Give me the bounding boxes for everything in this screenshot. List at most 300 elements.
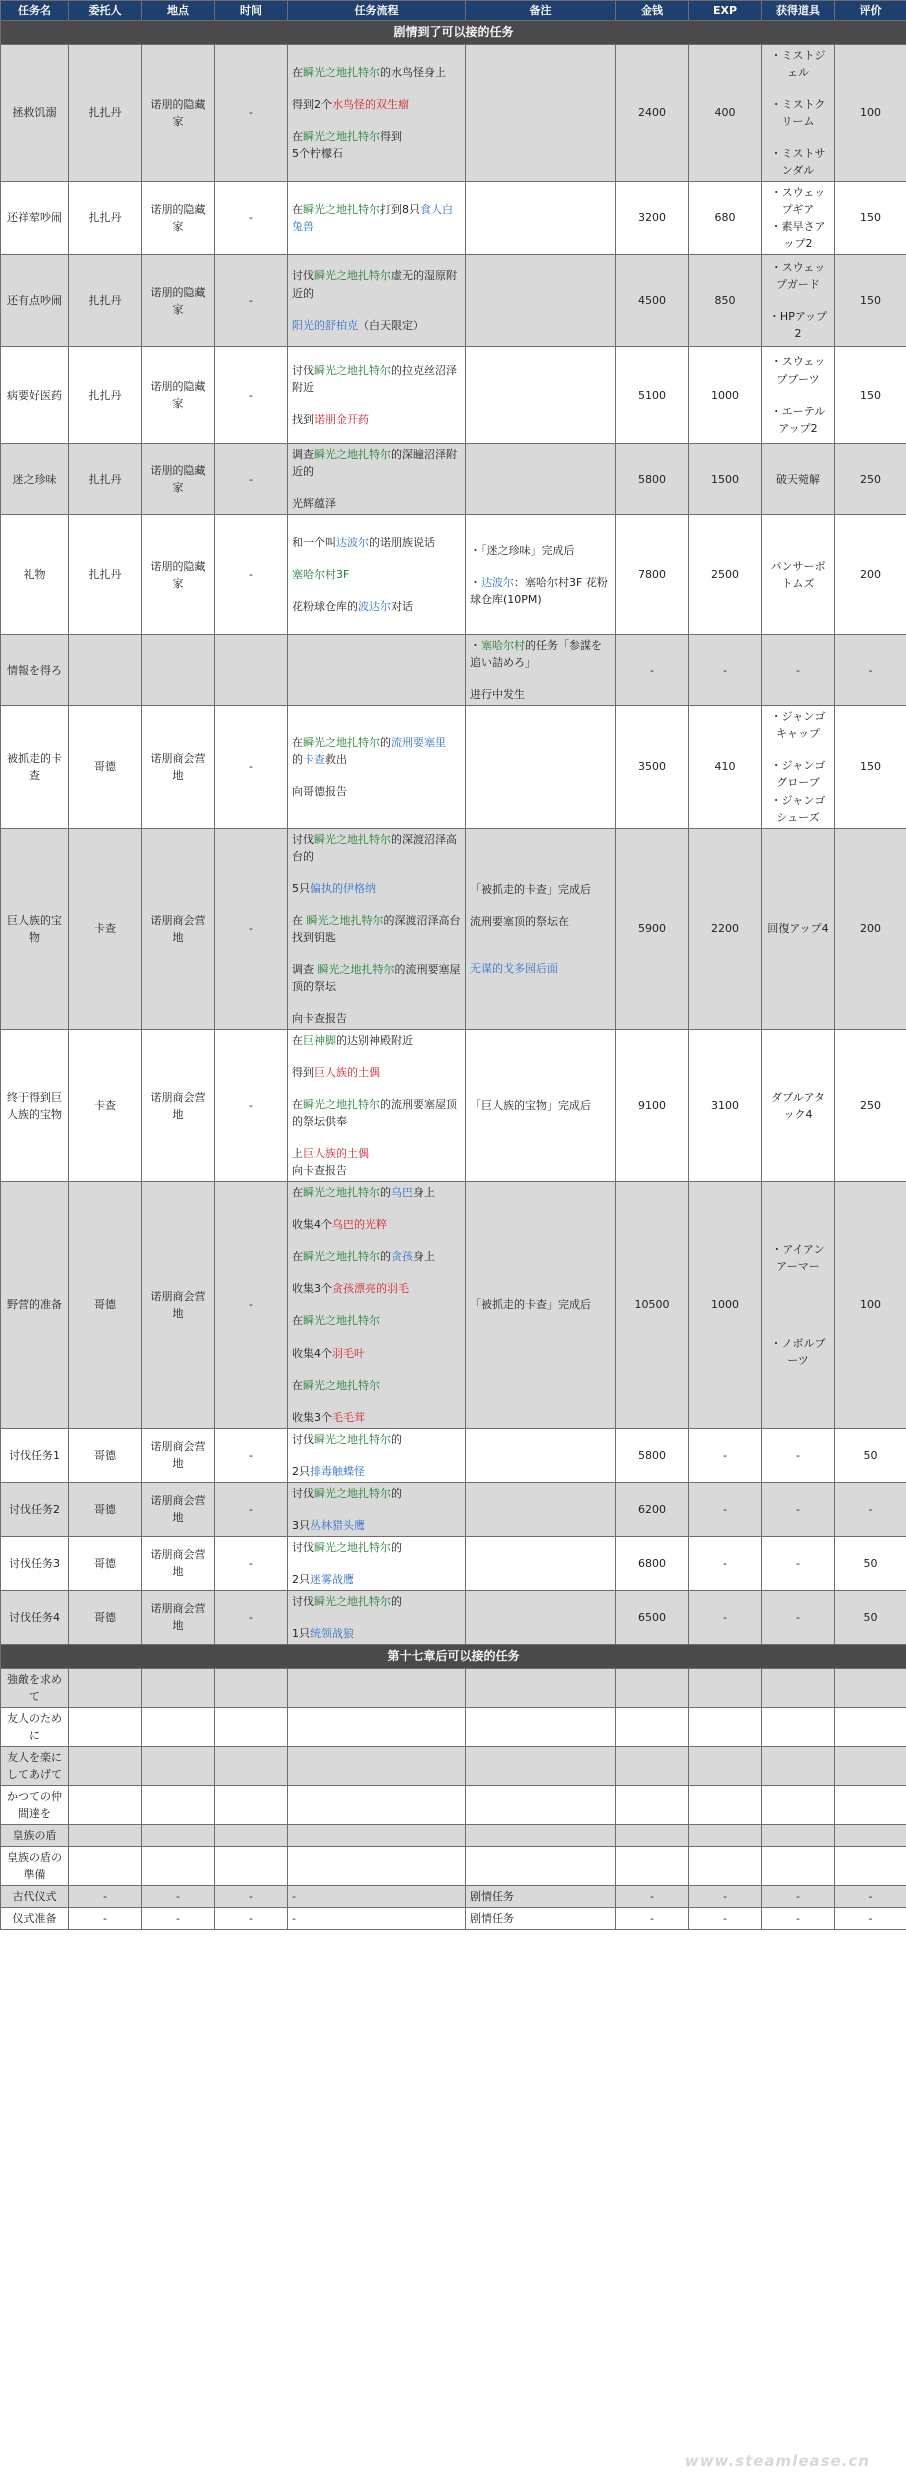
text-segment: 讨伐 [292, 1432, 314, 1446]
highlight-term: 瞬光之地扎特尔 [303, 1250, 380, 1264]
rating-cell [835, 1746, 906, 1785]
text-segment: 收集3个 [292, 1410, 332, 1424]
table-row [1, 1030, 906, 1182]
note-line [470, 574, 611, 608]
highlight-term: 迷雾战鹰 [310, 1572, 354, 1586]
text-segment: 2只 [292, 1572, 310, 1586]
client-cell: 卡查 [69, 1030, 142, 1182]
col-header-place: 地点 [142, 1, 215, 21]
section-title: 剧情到了可以接的任务 [1, 21, 906, 45]
text-segment: 的流刑要塞屋顶的祭坛 [292, 962, 461, 993]
line-gap [766, 293, 830, 308]
gold-cell: 5900 [616, 828, 689, 1029]
place-cell [142, 635, 215, 706]
highlight-term: 巨人族的土偶 [303, 1147, 369, 1161]
quest-flow-cell [288, 1825, 466, 1847]
highlight-term: 瞬光之地扎特尔 [314, 1540, 391, 1554]
table-row [1, 1886, 906, 1908]
reward-items-cell [762, 1908, 835, 1930]
note-cell [466, 1847, 616, 1886]
text-segment: 身上 [413, 1186, 435, 1200]
time-cell: - [215, 1886, 288, 1908]
client-cell: 扎扎丹 [69, 444, 142, 515]
text-segment: 流刑要塞顶的祭坛在 [470, 914, 569, 928]
place-cell: 诺朋商会营地 [142, 828, 215, 1029]
text-segment: 救出 [325, 752, 347, 766]
line-gap [470, 945, 611, 960]
rating-cell: 50 [835, 1536, 906, 1590]
reward-item-line [766, 1089, 830, 1123]
line-gap [470, 671, 611, 686]
time-cell: - [215, 347, 288, 444]
col-header-note: 备注 [466, 1, 616, 21]
line-gap [292, 1049, 461, 1064]
header-row [1, 1, 906, 21]
time-cell: - [215, 828, 288, 1029]
place-cell [142, 1825, 215, 1847]
reward-item-line [766, 218, 830, 252]
text-segment: 调查 [292, 448, 314, 462]
line-gap [470, 559, 611, 574]
col-header-flow: 任务流程 [288, 1, 466, 21]
highlight-term: 波达尔 [358, 600, 391, 614]
text-segment: 的 [391, 1540, 402, 1554]
reward-items-cell [762, 1428, 835, 1482]
quest-flow-line [292, 1280, 461, 1297]
text-segment: 的 [380, 1250, 391, 1264]
quest-name-cell: 古代仪式 [1, 1886, 69, 1908]
text-segment: 得到 [292, 1066, 314, 1080]
highlight-term: 瞬光之地扎特尔 [303, 129, 380, 143]
line-gap [766, 388, 830, 403]
quest-flow-line [292, 1485, 461, 1502]
place-cell: 诺朋的隐藏家 [142, 515, 215, 635]
reward-items-cell [762, 1825, 835, 1847]
reward-items-cell [762, 1590, 835, 1644]
note-cell [466, 1707, 616, 1746]
highlight-term: 瞬光之地扎特尔 [314, 1432, 391, 1446]
client-cell: 哥德 [69, 1536, 142, 1590]
col-header-gold: 金钱 [616, 1, 689, 21]
quest-name-cell: 野营的准备 [1, 1182, 69, 1428]
note-line [470, 637, 611, 671]
note-cell [466, 1746, 616, 1785]
reward-items-cell [762, 1668, 835, 1707]
line-gap [292, 946, 461, 961]
quest-name-cell: 被抓走的卡查 [1, 706, 69, 828]
quest-flow-line [292, 1625, 461, 1642]
highlight-term: 瞬光之地扎特尔 [314, 1486, 391, 1500]
reward-items-cell [762, 1785, 835, 1824]
rating-cell [835, 1825, 906, 1847]
time-cell [215, 1707, 288, 1746]
line-gap [292, 1130, 461, 1145]
exp-cell [689, 1825, 762, 1847]
quest-flow-line [292, 1409, 461, 1426]
gold-cell: - [616, 1886, 689, 1908]
text-segment: 向卡查报告 [292, 1164, 347, 1178]
quest-flow-line [292, 1910, 461, 1927]
note-cell [466, 181, 616, 254]
time-cell: - [215, 706, 288, 828]
text-segment: 讨伐 [292, 832, 314, 846]
text-segment: 讨伐 [292, 1540, 314, 1554]
reward-item-line [766, 96, 830, 130]
time-cell: - [215, 1030, 288, 1182]
rating-cell: 150 [835, 706, 906, 828]
rating-cell: 150 [835, 255, 906, 347]
quest-name-cell: 讨伐任务2 [1, 1482, 69, 1536]
line-gap [766, 1290, 830, 1305]
place-cell [142, 1847, 215, 1886]
exp-cell: - [689, 1536, 762, 1590]
quest-name-cell: 还祥荤吵闹 [1, 181, 69, 254]
highlight-term: 瞬光之地扎特尔 [306, 913, 384, 927]
client-cell: 哥德 [69, 1482, 142, 1536]
reward-items-cell [762, 828, 835, 1029]
quest-name-cell: かつての仲間達を [1, 1785, 69, 1824]
client-cell: 卡查 [69, 828, 142, 1029]
reward-item-line [766, 792, 830, 826]
highlight-term: 水鸟怪的双生瘤 [332, 97, 409, 111]
quest-flow-line [292, 201, 461, 235]
text-segment: ・スウェップギア [770, 185, 826, 216]
place-cell [142, 1668, 215, 1707]
text-segment: - [796, 1610, 800, 1624]
quest-name-cell: 皇族の盾の準備 [1, 1847, 69, 1886]
place-cell: 诺朋商会营地 [142, 706, 215, 828]
highlight-term: 瞬光之地扎特尔 [303, 1314, 380, 1328]
table-row [1, 515, 906, 635]
highlight-term: 瞬光之地扎特尔 [303, 202, 380, 216]
highlight-term: 排毒触蝶怪 [310, 1464, 365, 1478]
reward-item-line [766, 1335, 830, 1369]
note-line [470, 913, 611, 930]
text-segment: ・ミストサンダル [770, 146, 826, 177]
place-cell: 诺朋的隐藏家 [142, 255, 215, 347]
text-segment: ダブルアタック4 [771, 1090, 825, 1121]
reward-items-cell [762, 706, 835, 828]
highlight-term: 瞬光之地扎特尔 [303, 1186, 380, 1200]
quest-flow-line [292, 534, 461, 551]
highlight-term: 统领战狼 [310, 1626, 354, 1640]
quest-flow-line [292, 267, 461, 301]
text-segment: 剧情任务 [470, 1912, 514, 1926]
text-segment: 的深渡沼泽高台的 [292, 832, 457, 863]
reward-item-line [766, 184, 830, 218]
highlight-term: 瞬光之地扎特尔 [314, 269, 391, 283]
quest-flow-line [292, 317, 461, 334]
exp-cell: - [689, 1886, 762, 1908]
text-segment: 在 [292, 1098, 303, 1112]
text-segment: - [796, 1502, 800, 1516]
text-segment: ・ミストジェル [770, 48, 826, 79]
place-cell: 诺朋的隐藏家 [142, 44, 215, 181]
quest-flow-cell [288, 1590, 466, 1644]
reward-item-line [766, 558, 830, 592]
text-segment: 上 [292, 1147, 303, 1161]
gold-cell [616, 1707, 689, 1746]
rating-cell: 100 [835, 44, 906, 181]
text-segment: 讨伐 [292, 1594, 314, 1608]
note-line [470, 960, 611, 977]
reward-items-cell [762, 1886, 835, 1908]
table-row [1, 1908, 906, 1930]
quest-flow-cell [288, 1482, 466, 1536]
quest-flow-line [292, 598, 461, 615]
line-gap [292, 897, 461, 912]
gold-cell [616, 1847, 689, 1886]
quest-name-cell: 仪式准备 [1, 1908, 69, 1930]
client-cell: 哥德 [69, 706, 142, 828]
exp-cell [689, 1668, 762, 1707]
quest-flow-line [292, 1032, 461, 1049]
text-segment: 讨伐 [292, 363, 314, 377]
text-segment: （白天限定） [358, 318, 424, 332]
text-segment: 5只 [292, 881, 310, 895]
place-cell: 诺朋的隐藏家 [142, 347, 215, 444]
quest-table-body [1, 21, 906, 1930]
text-segment: 的达别神殿附近 [336, 1034, 413, 1047]
text-segment: 的拉克丝沼泽附近 [292, 363, 457, 395]
table-row [1, 1847, 906, 1886]
text-segment: 身上 [413, 1250, 435, 1264]
time-cell: - [215, 255, 288, 347]
line-gap [292, 1081, 461, 1096]
time-cell [215, 1785, 288, 1824]
client-cell [69, 1847, 142, 1886]
line-gap [766, 81, 830, 96]
quest-flow-cell [288, 1182, 466, 1428]
gold-cell: - [616, 635, 689, 706]
exp-cell: 2200 [689, 828, 762, 1029]
quest-flow-line [292, 1593, 461, 1610]
quest-flow-cell [288, 1668, 466, 1707]
highlight-term: 巨神脚 [303, 1034, 336, 1047]
quest-name-cell: 拯救饥溺 [1, 44, 69, 181]
reward-item-line [766, 259, 830, 293]
place-cell: 诺朋商会营地 [142, 1482, 215, 1536]
line-gap [292, 396, 461, 411]
table-row [1, 1785, 906, 1824]
highlight-term: 贪孩漂亮的羽毛 [332, 1282, 409, 1296]
reward-items-cell [762, 444, 835, 515]
quest-flow-cell [288, 1746, 466, 1785]
exp-cell: 1000 [689, 347, 762, 444]
quest-flow-line [292, 1312, 461, 1329]
rating-cell [835, 1668, 906, 1707]
quest-name-cell: 礼物 [1, 515, 69, 635]
place-cell: 诺朋的隐藏家 [142, 181, 215, 254]
text-segment: 在 [292, 1250, 303, 1264]
quest-flow-line [292, 566, 461, 583]
quest-flow-cell [288, 1428, 466, 1482]
client-cell [69, 1668, 142, 1707]
text-segment: 调查 [292, 962, 318, 976]
note-cell [466, 515, 616, 635]
line-gap [292, 81, 461, 96]
line-gap [292, 1362, 461, 1377]
client-cell: 扎扎丹 [69, 515, 142, 635]
time-cell [215, 1847, 288, 1886]
quest-flow-line [292, 751, 461, 768]
line-gap [292, 1265, 461, 1280]
quest-flow-cell [288, 1847, 466, 1886]
quest-flow-line [292, 96, 461, 113]
text-segment: ・アイアンアーマー [771, 1242, 825, 1273]
quest-name-cell: 巨人族的宝物 [1, 828, 69, 1029]
quest-flow-cell [288, 1886, 466, 1908]
text-segment: - [796, 663, 800, 677]
note-cell [466, 1886, 616, 1908]
highlight-term: 瞬光之地扎特尔 [303, 1378, 380, 1392]
place-cell [142, 1746, 215, 1785]
reward-items-cell [762, 1536, 835, 1590]
exp-cell: 3100 [689, 1030, 762, 1182]
quest-flow-line [292, 1248, 461, 1265]
client-cell: - [69, 1886, 142, 1908]
place-cell [142, 1707, 215, 1746]
gold-cell: 10500 [616, 1182, 689, 1428]
col-header-items: 获得道具 [762, 1, 835, 21]
highlight-term: 偏执的伊格纳 [310, 881, 376, 895]
note-cell [466, 828, 616, 1029]
note-cell [466, 1590, 616, 1644]
time-cell: - [215, 1590, 288, 1644]
text-segment: 收集4个 [292, 1218, 332, 1232]
text-segment: - [796, 1912, 800, 1926]
text-segment: ・素早さアップ2 [770, 219, 826, 251]
line-gap [292, 1556, 461, 1571]
reward-item-line [766, 757, 830, 791]
line-gap [292, 1502, 461, 1517]
quest-name-cell: 讨伐任务4 [1, 1590, 69, 1644]
reward-items-cell [762, 44, 835, 181]
quest-flow-cell [288, 1785, 466, 1824]
time-cell: - [215, 44, 288, 181]
quest-flow-line [292, 1064, 461, 1081]
reward-item-line [766, 662, 830, 679]
exp-cell: 2500 [689, 515, 762, 635]
reward-items-cell [762, 1482, 835, 1536]
note-cell [466, 1428, 616, 1482]
highlight-term: 塞哈尔村 [481, 639, 525, 653]
gold-cell: - [616, 1908, 689, 1930]
client-cell: 扎扎丹 [69, 181, 142, 254]
place-cell [142, 1785, 215, 1824]
rating-cell: 250 [835, 1030, 906, 1182]
section-header-row [1, 1645, 906, 1669]
quest-flow-cell [288, 347, 466, 444]
quest-flow-cell [288, 515, 466, 635]
line-gap [766, 742, 830, 757]
exp-cell: 1000 [689, 1182, 762, 1428]
text-segment: - [796, 1448, 800, 1462]
client-cell: 哥德 [69, 1590, 142, 1644]
text-segment: 「巨人族的宝物」完成后 [470, 1099, 591, 1113]
text-segment: ・ミストクリーム [770, 97, 826, 128]
note-cell [466, 1908, 616, 1930]
text-segment: 的流刑要塞屋顶的祭坛供奉 [292, 1098, 457, 1129]
reward-item-line [766, 471, 830, 488]
reward-items-cell [762, 515, 835, 635]
text-segment: 5个柠檬石 [292, 146, 343, 160]
text-segment: 收集3个 [292, 1282, 332, 1296]
reward-items-cell [762, 635, 835, 706]
col-header-name: 任务名 [1, 1, 69, 21]
client-cell: 扎扎丹 [69, 255, 142, 347]
highlight-term: 无谋的戈多园后面 [470, 961, 558, 975]
rating-cell: - [835, 635, 906, 706]
reward-items-cell [762, 1746, 835, 1785]
note-line [470, 542, 611, 559]
time-cell: - [215, 1482, 288, 1536]
exp-cell: - [689, 635, 762, 706]
quest-flow-cell [288, 1536, 466, 1590]
exp-cell: - [689, 1590, 762, 1644]
text-segment: 和一个叫 [292, 536, 336, 550]
text-segment: 的水鸟怪身上 [380, 65, 446, 79]
gold-cell: 3500 [616, 706, 689, 828]
quest-flow-line [292, 961, 461, 995]
quest-name-cell: 讨伐任务3 [1, 1536, 69, 1590]
quest-flow-line [292, 495, 461, 512]
text-segment: ・スウェップブーツ [770, 355, 826, 386]
quest-flow-line [292, 1517, 461, 1534]
quest-flow-line [292, 1216, 461, 1233]
note-cell [466, 635, 616, 706]
note-line [470, 686, 611, 703]
text-segment: パンサーボトムズ [770, 559, 826, 590]
line-gap [292, 1448, 461, 1463]
table-row [1, 1707, 906, 1746]
text-segment: 的 [292, 752, 303, 766]
text-segment: 的深渡沼泽高台找到钥匙 [292, 913, 461, 944]
note-cell [466, 44, 616, 181]
quest-flow-cell [288, 1030, 466, 1182]
rating-cell: 250 [835, 444, 906, 515]
quest-flow-cell [288, 635, 466, 706]
highlight-term: 瞬光之地扎特尔 [303, 65, 380, 79]
note-cell [466, 444, 616, 515]
text-segment: 向卡查报告 [292, 1011, 347, 1025]
line-gap [292, 113, 461, 128]
text-segment: 进行中发生 [470, 688, 525, 702]
quest-flow-line [292, 1162, 461, 1179]
gold-cell [616, 1785, 689, 1824]
time-cell: - [215, 1536, 288, 1590]
place-cell: - [142, 1908, 215, 1930]
exp-cell [689, 1746, 762, 1785]
place-cell: 诺朋的隐藏家 [142, 444, 215, 515]
gold-cell: 2400 [616, 44, 689, 181]
client-cell [69, 1825, 142, 1847]
reward-items-cell [762, 347, 835, 444]
quest-flow-line [292, 831, 461, 865]
reward-items-cell [762, 255, 835, 347]
reward-item-line [766, 47, 830, 81]
quest-flow-line [292, 1096, 461, 1130]
table-row [1, 706, 906, 828]
quest-name-cell: 病要好医药 [1, 347, 69, 444]
quest-flow-cell [288, 44, 466, 181]
table-row [1, 444, 906, 515]
table-row [1, 255, 906, 347]
highlight-term: 流刑要塞里 [391, 735, 446, 749]
rating-cell [835, 1785, 906, 1824]
text-segment: 的 [380, 735, 391, 749]
client-cell [69, 1707, 142, 1746]
